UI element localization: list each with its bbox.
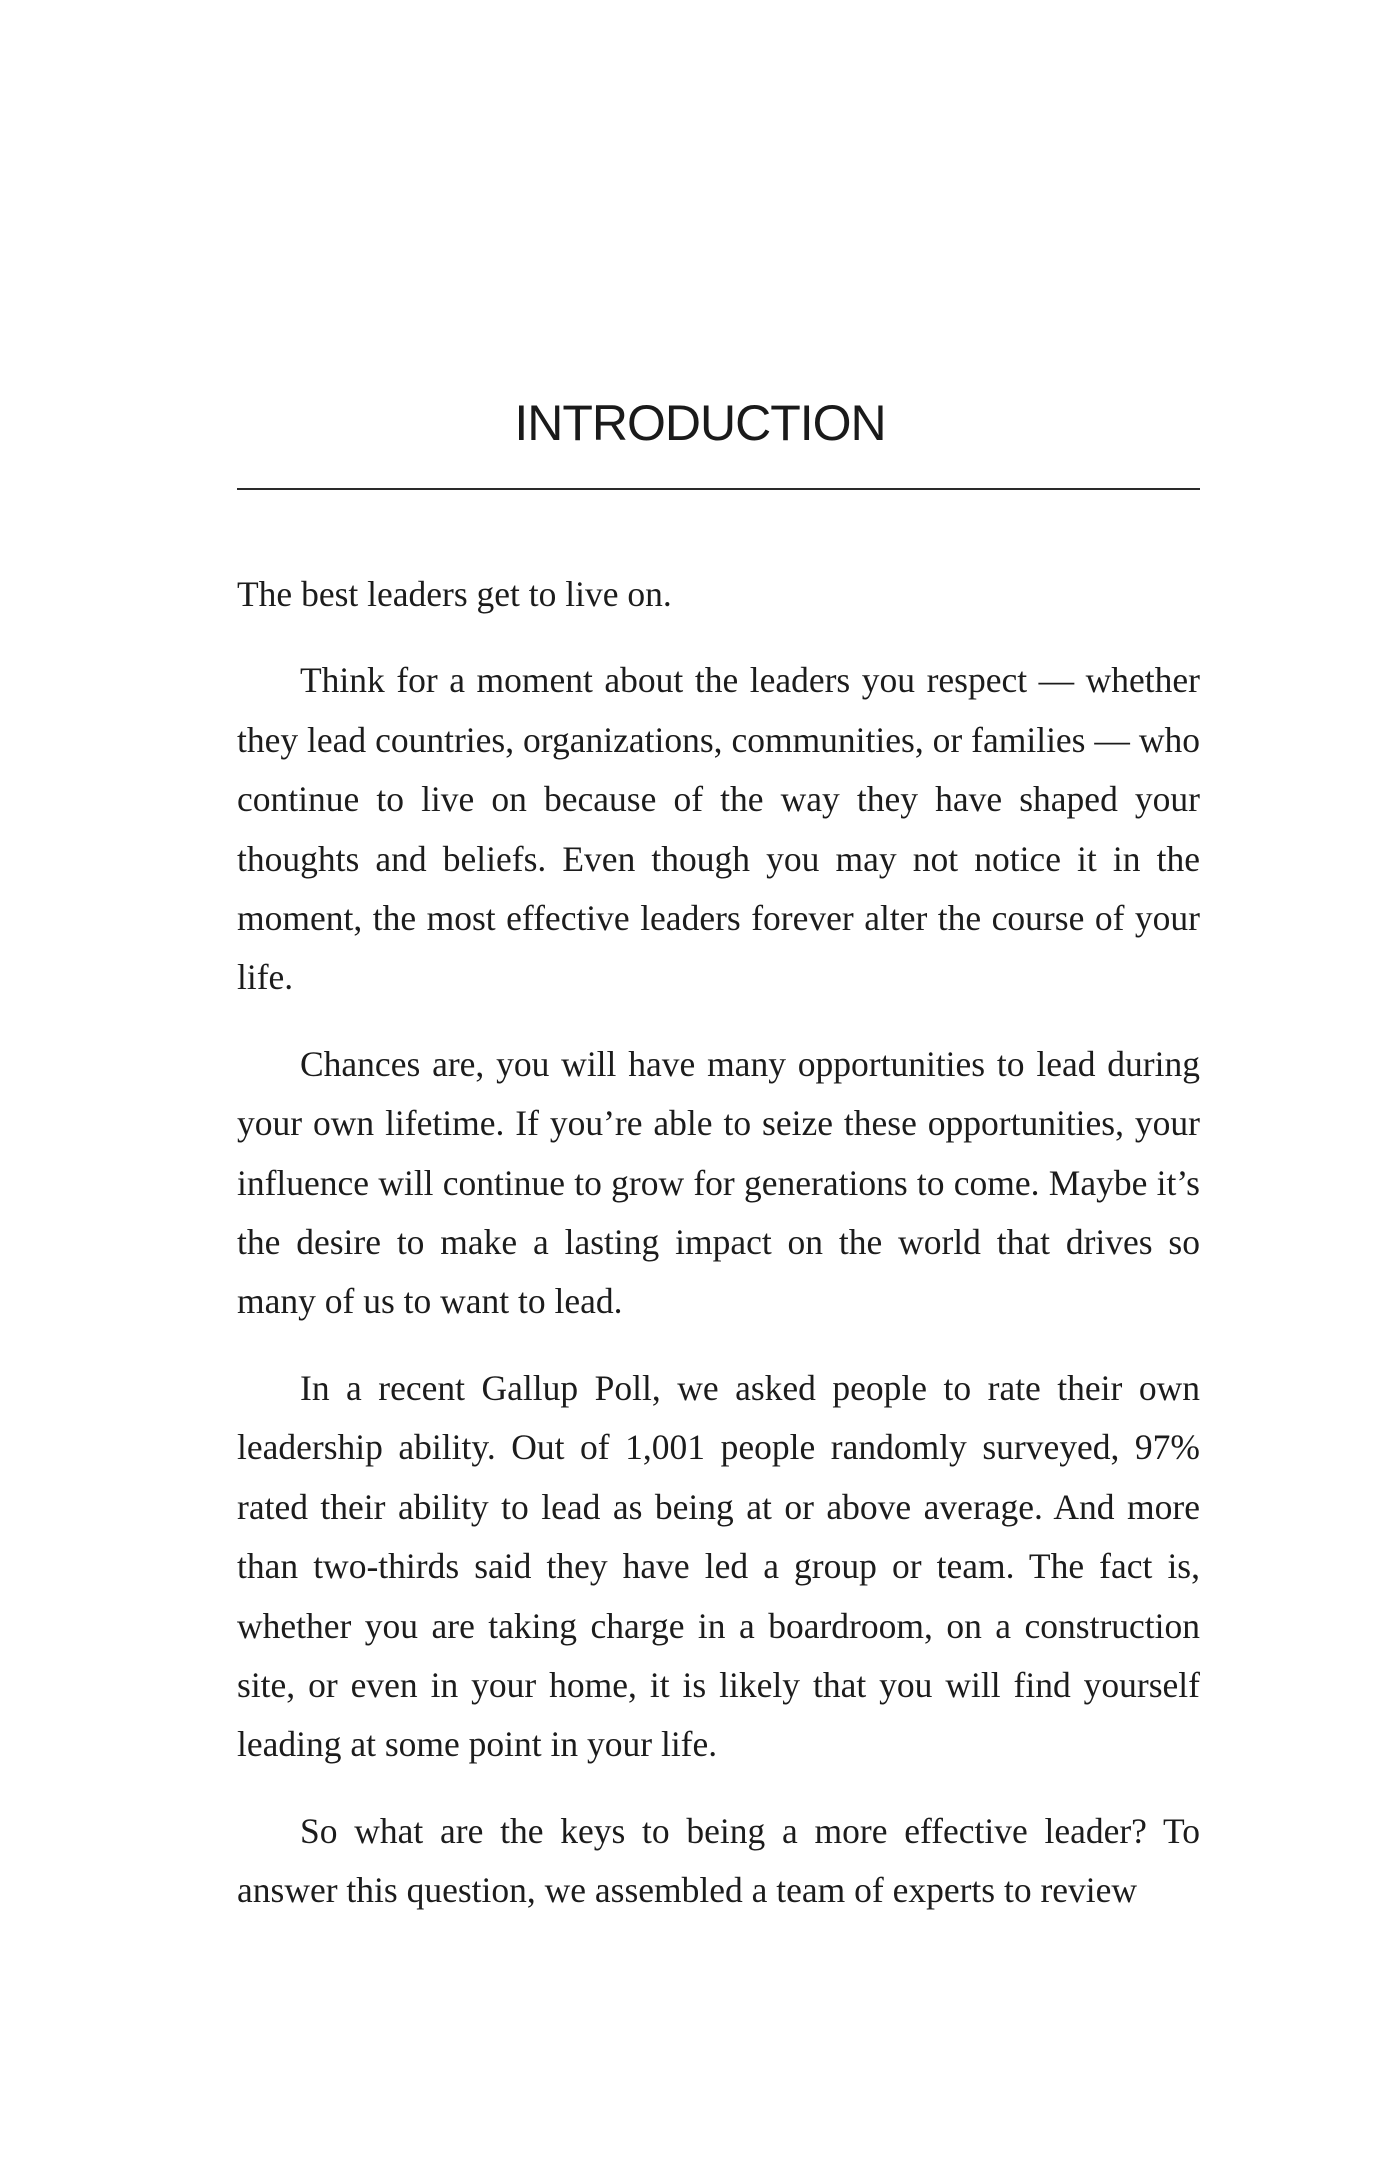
title-divider [237,488,1200,490]
paragraph-5: So what are the keys to being a more effective leader? To answer this question, we assembled a team of experts to review [237,1810,1200,1911]
paragraph-3: Chances are, you will have many opportunities to lead during your own lifetime. If you’re able to seize these opportunities, your influence will continue to grow for generations to come. Maybe it’s the desire to make a lasting impact on the world that drives so many of us to want to lead. [237,1043,1200,1322]
chapter-title: INTRODUCTION [514,395,886,451]
body-text [237,565,1200,1948]
paragraph-2: Think for a moment about the leaders you respect — whether they lead countries, organizations, communities, or families — who continue to live on because of the way they have shaped your thoughts and beliefs. Even though you may not notice it in the moment, the most effective leaders forever alter the course of your life. [237,660,1200,998]
paragraph-4: In a recent Gallup Poll, we asked people to rate their own leadership ability. Out of 1,001 people randomly surveyed, 97% rated their ability to lead as being at or above average. And more than two-thirds said they have led a group or team. The fact is, whether you are taking charge in a boardroom, on a construction site, or even in your home, it is likely that you will find yourself leading at some point in your life. [237,1367,1200,1765]
paragraph-1: The best leaders get to live on. [237,574,672,614]
